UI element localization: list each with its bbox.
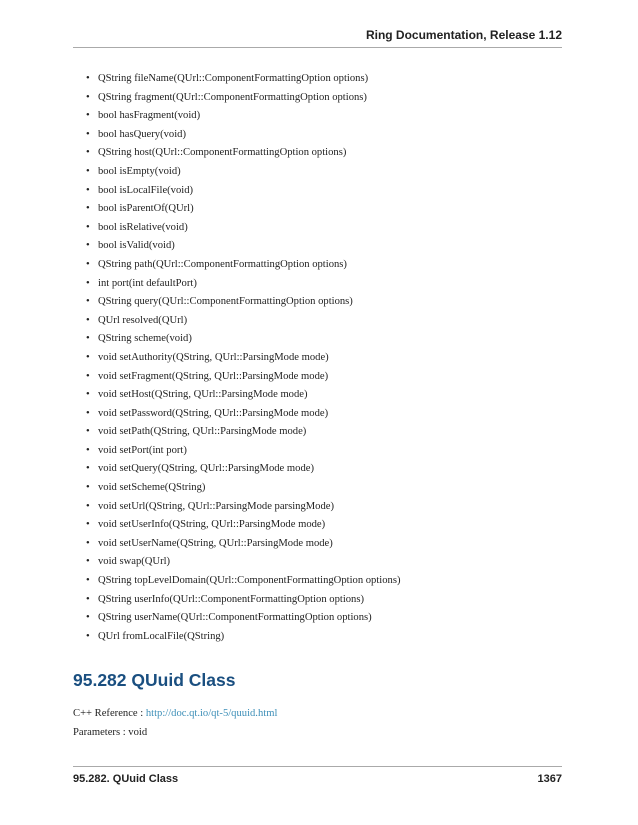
method-list-item: • void swap(QUrl) xyxy=(73,553,563,572)
method-list-item: • int port(int defaultPort) xyxy=(73,275,563,294)
method-list-item: • void setHost(QString, QUrl::ParsingMode mode) xyxy=(73,386,563,405)
method-list-item: • void setFragment(QString, QUrl::ParsingMode mode) xyxy=(73,368,563,387)
method-list-item: • void setUserName(QString, QUrl::ParsingMode mode) xyxy=(73,535,563,554)
method-list-item: • void setPassword(QString, QUrl::ParsingMode mode) xyxy=(73,405,563,424)
method-list-item: • QString host(QUrl::ComponentFormattingOption options) xyxy=(73,144,563,163)
method-list-item: • void setScheme(QString) xyxy=(73,479,563,498)
method-list-item: • bool hasQuery(void) xyxy=(73,126,563,145)
method-list-item: • QUrl fromLocalFile(QString) xyxy=(73,628,563,647)
cpp-reference-link[interactable]: http://doc.qt.io/qt-5/quuid.html xyxy=(145,708,278,719)
method-list-item: • QString userInfo(QUrl::ComponentFormattingOption options) xyxy=(73,591,563,610)
method-list-item: • QString userName(QUrl::ComponentFormattingOption options) xyxy=(73,609,563,628)
method-list-item: • QString fileName(QUrl::ComponentFormattingOption options) xyxy=(73,70,563,89)
method-list-item: • bool isEmpty(void) xyxy=(73,163,563,182)
method-list-item: • QUrl resolved(QUrl) xyxy=(73,312,563,331)
running-header: Ring Documentation, Release 1.12 xyxy=(365,28,562,42)
method-list-item: • QString fragment(QUrl::ComponentFormattingOption options) xyxy=(73,89,563,108)
footer-section-title: 95.282. QUuid Class xyxy=(73,773,179,785)
header-divider xyxy=(73,47,562,48)
cpp-reference-label: C++ Reference : xyxy=(73,708,146,719)
method-list-item: • void setPort(int port) xyxy=(73,442,563,461)
method-list-item: • void setUserInfo(QString, QUrl::ParsingMode mode) xyxy=(73,516,563,535)
method-list-item: • QString path(QUrl::ComponentFormattingOption options) xyxy=(73,256,563,275)
method-list-item: • void setQuery(QString, QUrl::ParsingMode mode) xyxy=(73,460,563,479)
method-list-item: • QString scheme(void) xyxy=(73,330,563,349)
method-list-item: • bool isParentOf(QUrl) xyxy=(73,200,563,219)
cpp-reference-paragraph xyxy=(73,708,277,719)
method-list-item: • void setAuthority(QString, QUrl::ParsingMode mode) xyxy=(73,349,563,368)
method-list xyxy=(73,70,563,646)
method-list-item: • bool isRelative(void) xyxy=(73,219,563,238)
method-list-item: • bool isValid(void) xyxy=(73,237,563,256)
method-list-item: • QString topLevelDomain(QUrl::ComponentFormattingOption options) xyxy=(73,572,563,591)
method-list-item: • bool hasFragment(void) xyxy=(73,107,563,126)
footer-page-number: 1367 xyxy=(537,773,562,785)
method-list-item: • QString query(QUrl::ComponentFormattingOption options) xyxy=(73,293,563,312)
footer-divider xyxy=(73,766,562,767)
method-list-item: • void setUrl(QString, QUrl::ParsingMode parsingMode) xyxy=(73,498,563,517)
method-list-item: • void setPath(QString, QUrl::ParsingMode mode) xyxy=(73,423,563,442)
parameters-paragraph: Parameters : void xyxy=(73,727,148,738)
section-title: 95.282 QUuid Class xyxy=(73,670,236,690)
method-list-item: • bool isLocalFile(void) xyxy=(73,182,563,201)
